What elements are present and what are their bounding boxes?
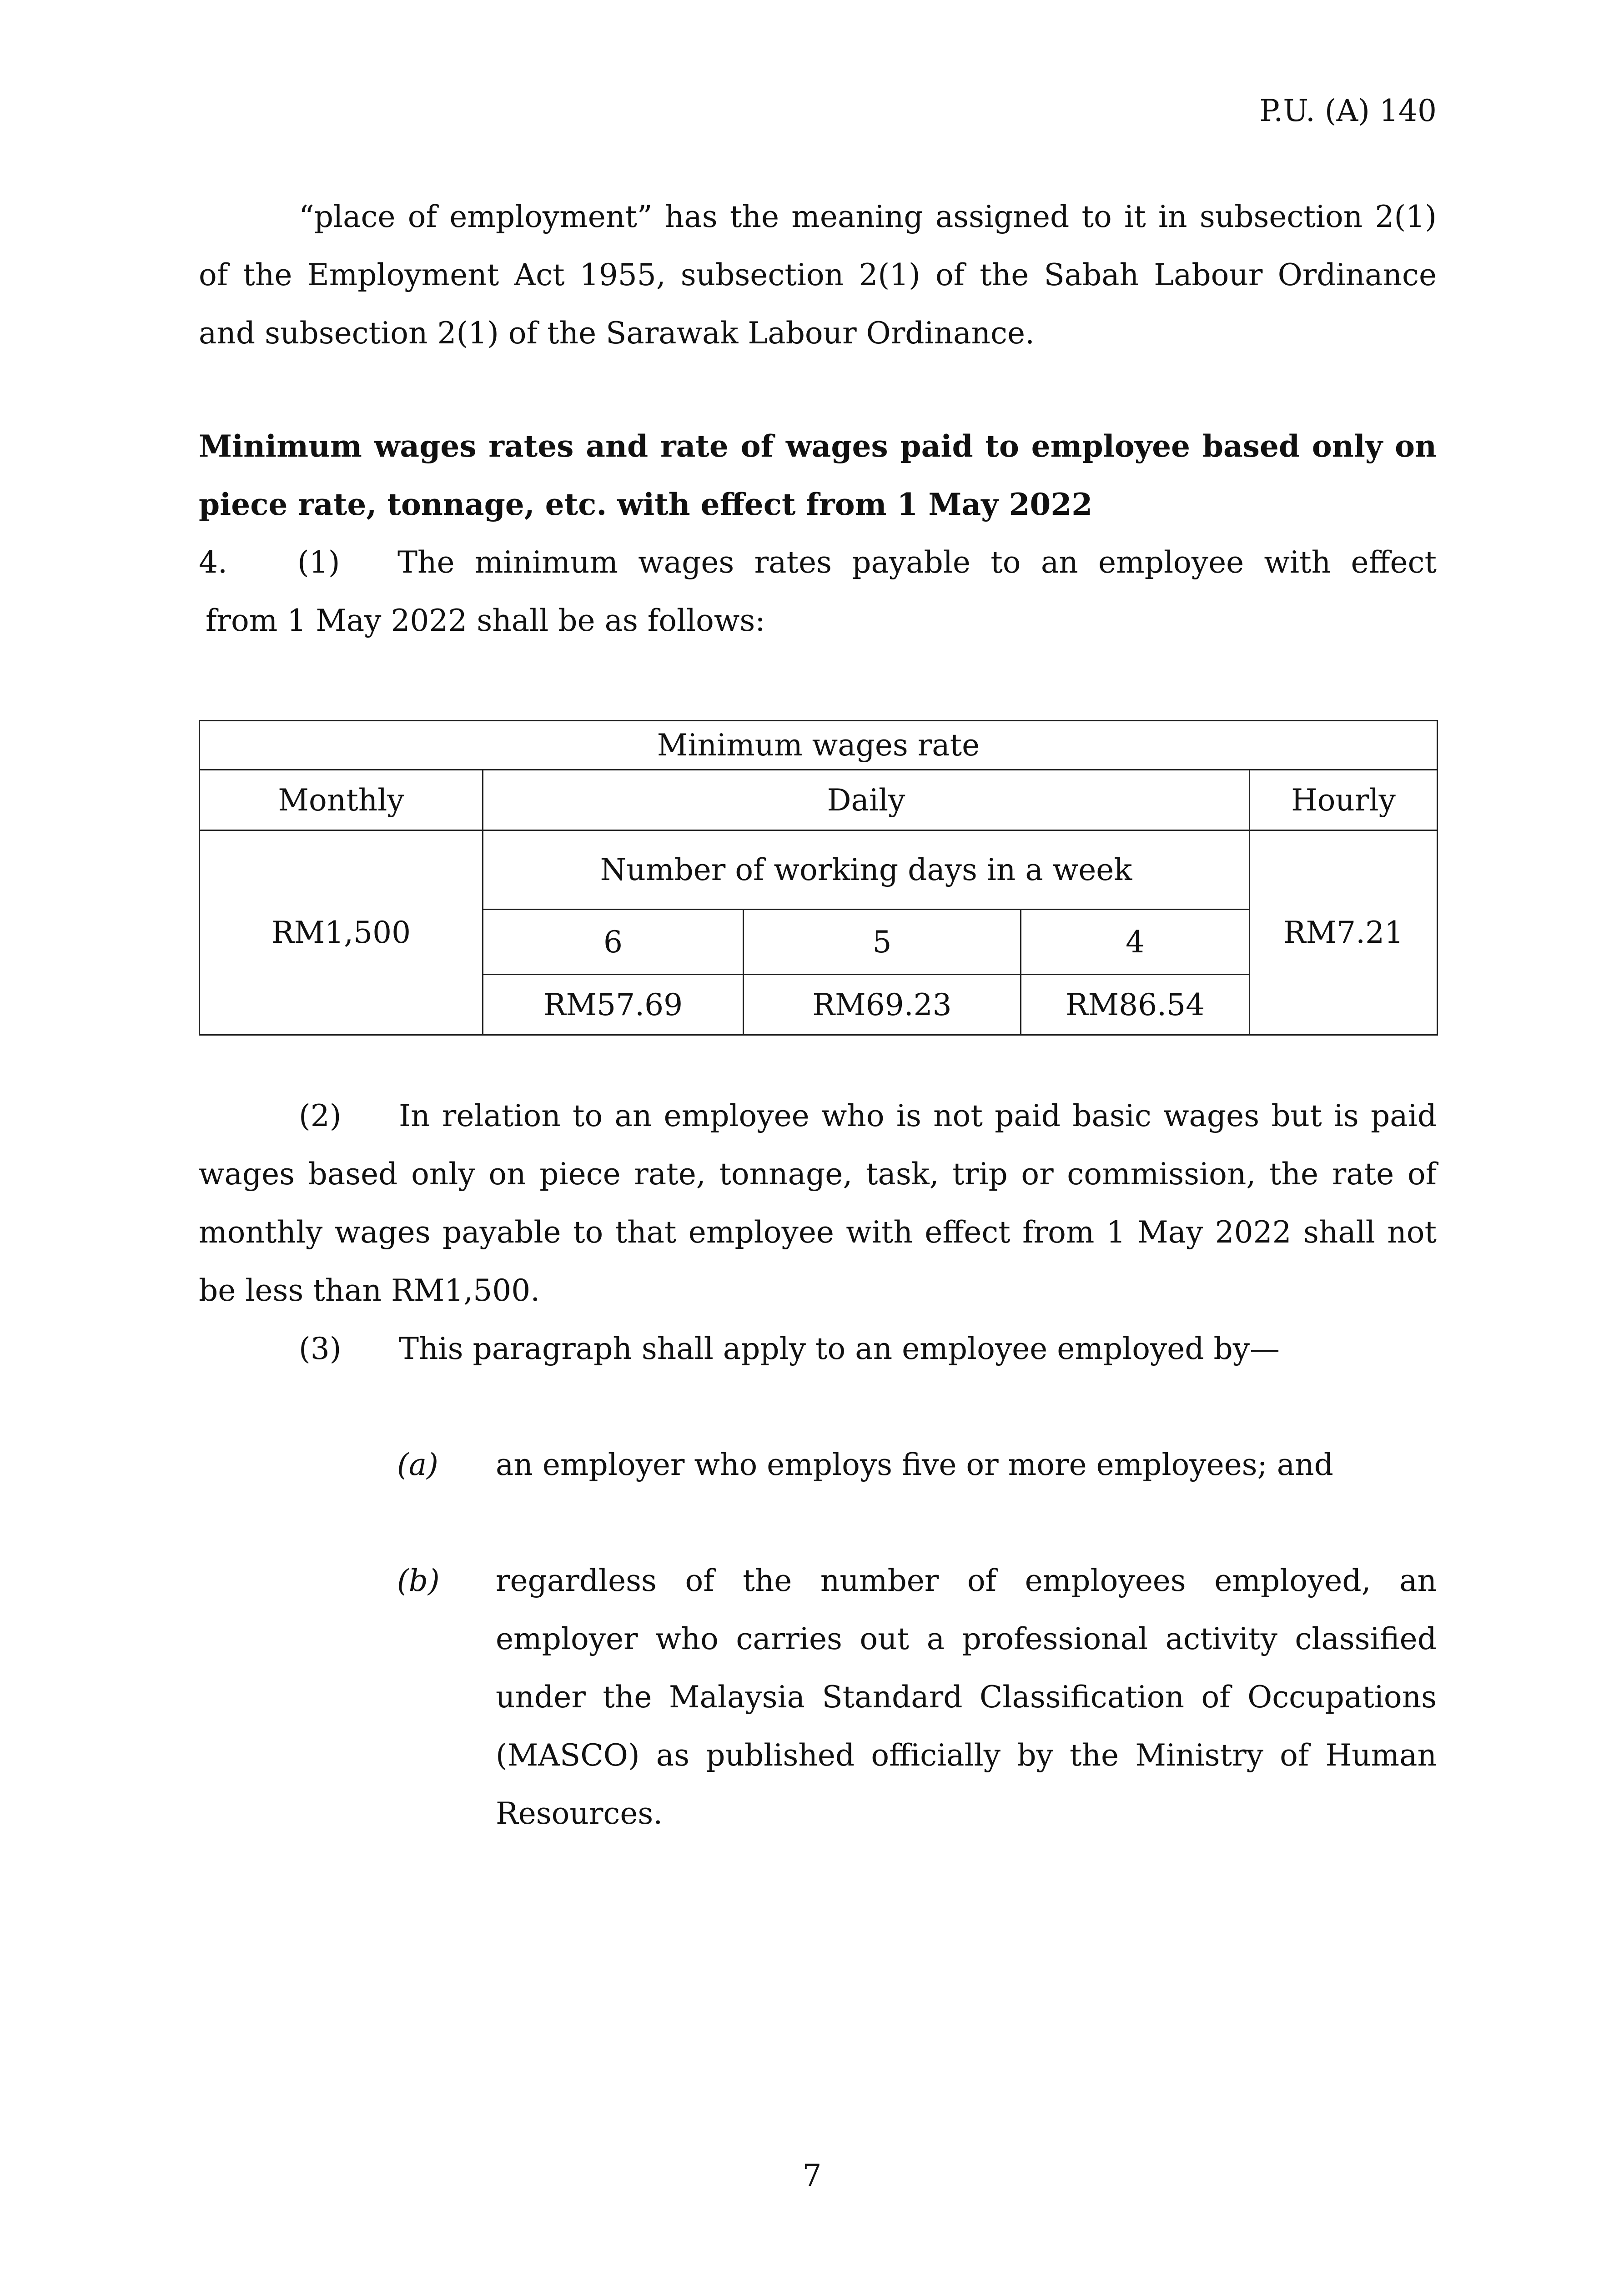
monthly-rate-cell: RM1,500: [200, 830, 483, 1035]
subclause-2-text: In relation to an employee who is not paid basic wages but is paid wages based only on piece rate, tonnage, task, trip or commission, the rate of monthly wages payable to that employee with effect from 1 May 2022 shall not be less than RM1,500.: [199, 1098, 1437, 1308]
list-item-letter: (a): [397, 1447, 438, 1482]
clause-text-line-1: The minimum wages rates payable to an employee with effect: [397, 545, 1437, 580]
column-header-monthly: Monthly: [200, 770, 483, 830]
subclause-3-text: This paragraph shall apply to an employee employed by—: [399, 1331, 1280, 1366]
daily-rate-cell: RM69.23: [744, 975, 1021, 1035]
daily-rate-cell: RM86.54: [1021, 975, 1250, 1035]
subclause-2-paragraph: [199, 1087, 1437, 1320]
clause-4-line-1: [199, 533, 1437, 592]
subclause-3-label: (3): [299, 1331, 342, 1366]
subclause-number: (1): [297, 545, 340, 580]
hourly-rate-cell: RM7.21: [1250, 830, 1438, 1035]
list-item-text: regardless of the number of employees employed, an employer who carries out a professional activity classified under the Malaysia Standard Classification of Occupations (MASCO) as published officially by the Ministry of Human Resources.: [496, 1563, 1437, 1831]
clause-text-line-2: from 1 May 2022 shall be as follows:: [206, 603, 765, 638]
page-number: 7: [802, 2158, 822, 2193]
days-cell: 5: [744, 910, 1021, 975]
list-item: [397, 1552, 1437, 1831]
clause-number: 4.: [199, 545, 227, 580]
list-item: [397, 1436, 1437, 1494]
table-title: Minimum wages rate: [200, 721, 1438, 770]
subclause-3-paragraph: [199, 1320, 1437, 1378]
daily-subheader: Number of working days in a week: [483, 830, 1250, 910]
minimum-wages-table: [199, 720, 1438, 1036]
list-item-letter: (b): [397, 1563, 440, 1598]
document-reference: P.U. (A) 140: [1259, 93, 1437, 128]
subclause-2-label: (2): [299, 1098, 342, 1133]
list-item-text: an employer who employs five or more employees; and: [496, 1447, 1333, 1482]
column-header-daily: Daily: [483, 770, 1250, 830]
daily-rate-cell: RM57.69: [483, 975, 744, 1035]
days-cell: 6: [483, 910, 744, 975]
days-cell: 4: [1021, 910, 1250, 975]
definition-paragraph: “place of employment” has the meaning assigned to it in subsection 2(1) of the Employment Act 1955, subsection 2(1) of the Sabah Labour Ordinance and subsection 2(1) of the Sarawak Labour Ordinance.: [199, 199, 1437, 351]
column-header-hourly: Hourly: [1250, 770, 1438, 830]
section-heading: Minimum wages rates and rate of wages paid to employee based only on piece rate, tonnage, etc. with effect from 1 May 2022: [199, 428, 1437, 522]
